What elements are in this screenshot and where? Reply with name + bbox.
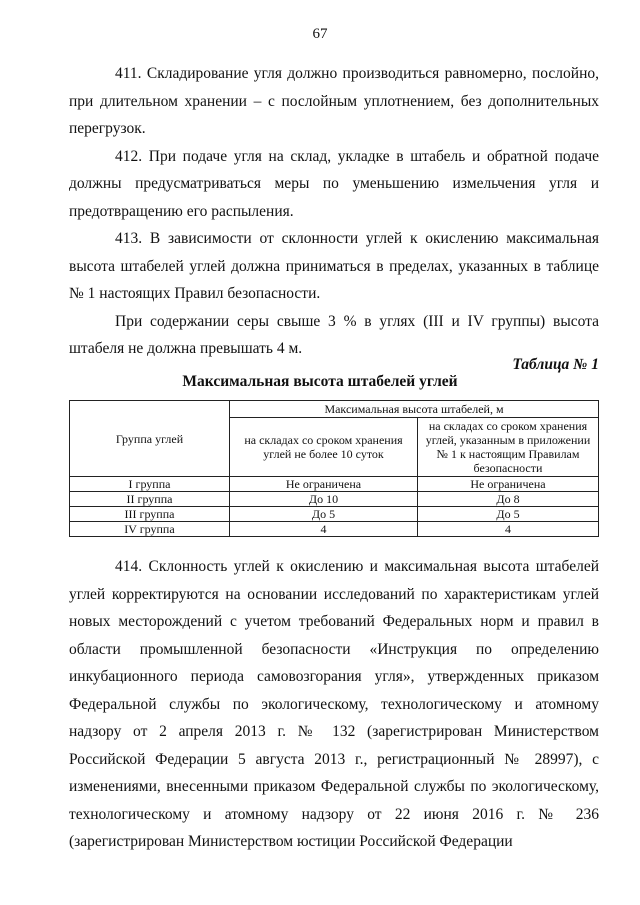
table-title: Максимальная высота штабелей углей <box>182 373 458 390</box>
cell-group: III группа <box>70 507 230 522</box>
paragraph-sulfur: При содержании серы свыше 3 % в углях (III и IV группы) высота штабеля не должна превышать 4 м. <box>69 312 599 357</box>
table-caption: Таблица № 1 <box>512 356 599 373</box>
cell-long: 4 <box>418 522 599 537</box>
table-row <box>70 507 599 522</box>
table-header-row <box>70 401 599 418</box>
cell-short: 4 <box>230 522 418 537</box>
table-row <box>70 477 599 492</box>
coal-stack-table <box>69 400 599 537</box>
cell-short: До 10 <box>230 492 418 507</box>
cell-short: Не ограничена <box>230 477 418 492</box>
header-short-storage: на складах со сроком хранения углей не более 10 суток <box>230 418 418 477</box>
header-span: Максимальная высота штабелей, м <box>230 401 599 418</box>
page-number: 67 <box>312 26 328 42</box>
text-block-before <box>69 60 599 363</box>
cell-group: I группа <box>70 477 230 492</box>
cell-long: До 8 <box>418 492 599 507</box>
paragraph-413: 413. В зависимости от склонности углей к окислению максимальная высота штабелей углей должна приниматься в пределах, указанных в таблице № 1 настоящих Правил безопасности. <box>69 230 599 302</box>
table-row <box>70 492 599 507</box>
cell-group: IV группа <box>70 522 230 537</box>
cell-group: II группа <box>70 492 230 507</box>
paragraph-412: 412. При подаче угля на склад, укладке в штабель и обратной подаче должны предусматриваться меры по уменьшению измельчения угля и предотвращению его распыления. <box>69 147 599 220</box>
cell-short: До 5 <box>230 507 418 522</box>
header-group: Группа углей <box>70 401 230 477</box>
cell-long: Не ограничена <box>418 477 599 492</box>
table-row <box>70 522 599 537</box>
paragraph-411: 411. Складирование угля должно производиться равномерно, послойно, при длительном хранении – с послойным уплотнением, без дополнительных перегрузок. <box>69 65 599 137</box>
cell-long: До 5 <box>418 507 599 522</box>
paragraph-414: 414. Склонность углей к окислению и максимальная высота штабелей углей корректируются на основании исследований по характеристикам углей новых месторождений с учетом требований Федеральных норм и правил в области промышленной безопасности «Инструкция по определению инкубационного периода самовозгорания угля», утвержденных приказом Федеральной службы по экологическому, технологическому и атомному надзору от 2 апреля 2013 г. № 132 (зарегистрирован Министерством Российской Федерации 5 августа 2013 г., регистрационный № 28997), с изменениями, внесенными приказом Федеральной службы по экологическому, технологическому и атомному надзору от 22 июня 2016 г. № 236 (зарегистрирован Министерством юстиции Российской Федерации <box>69 558 599 850</box>
header-long-storage: на складах со сроком хранения углей, указанным в приложении № 1 к настоящим Правилам безопасности <box>418 418 599 477</box>
text-block-after <box>69 553 599 856</box>
